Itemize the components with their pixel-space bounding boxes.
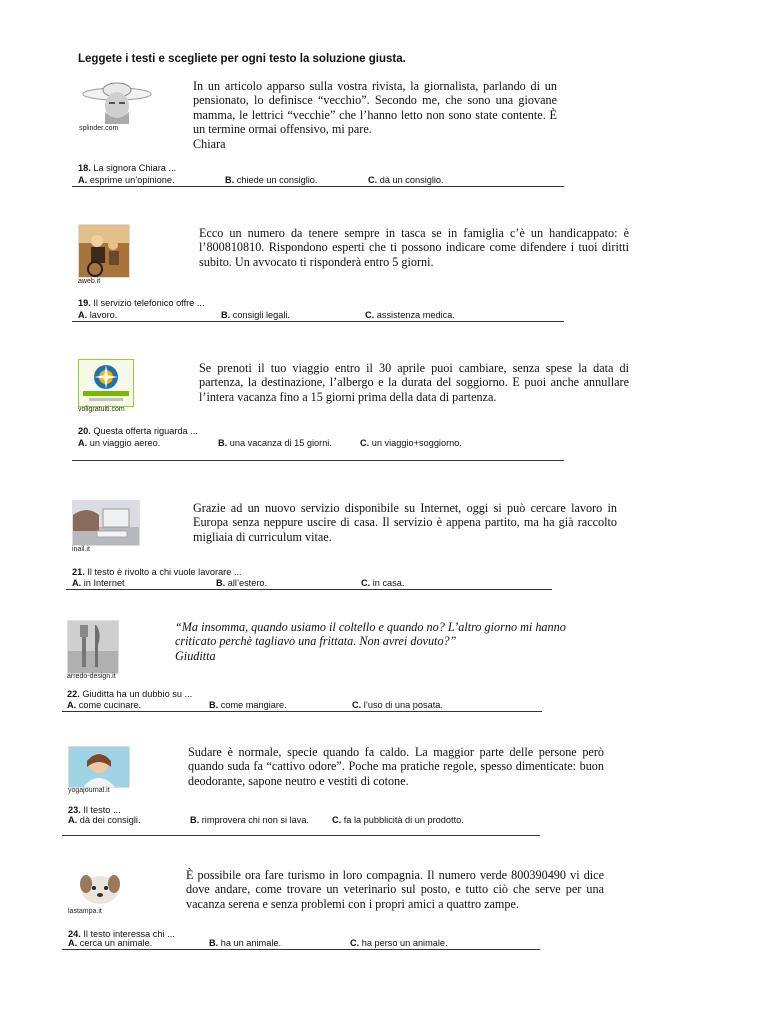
question-text: Il servizio telefonico offre ... (93, 298, 205, 308)
reading-text (188, 745, 604, 788)
option-letter: B. (190, 815, 200, 825)
photo-computer-desk (72, 500, 140, 546)
source-label: lastampa.it (68, 908, 102, 915)
option-text: un viaggio aereo. (89, 438, 161, 448)
text-body: Grazie ad un nuovo servizio disponibile su Internet, oggi si può cercare lavoro in Europa senza neppure uscire di casa. Il servizio è appena partito, ma ha già raccolto migliaia di curriculum vitae. (193, 501, 617, 544)
option-text: ha un animale. (220, 938, 282, 948)
option-letter: B. (209, 700, 219, 710)
option-b[interactable] (190, 815, 326, 826)
signature: Chiara (193, 136, 226, 151)
question-text: Giuditta ha un dubbio su ... (82, 689, 193, 699)
option-b[interactable] (225, 175, 317, 186)
question (72, 567, 242, 577)
option-letter: C. (350, 938, 360, 948)
photo-dog (68, 868, 132, 906)
option-a[interactable] (68, 815, 141, 826)
reading-text (186, 868, 604, 911)
option-text: l’uso di una posata. (363, 700, 443, 710)
option-text: come mangiare. (220, 700, 287, 710)
option-a[interactable] (72, 578, 125, 589)
travel-logo (78, 359, 134, 407)
reading-text (193, 79, 557, 151)
option-text: fa la pubblicità di un prodotto. (343, 815, 464, 825)
option-b[interactable] (209, 938, 281, 949)
option-letter: A. (68, 938, 78, 948)
text-body: In un articolo apparso sulla vostra rivista, la giornalista, parlando di un pensionato, lo definisce “vecchio”. Secondo me, che sono una giovane mamma, le lettrici “vecchie” che l’hanno letto non sono state contente. È un termine ormai offensivo, mi pare. (193, 79, 557, 137)
option-text: dà dei consigli. (79, 815, 141, 825)
text-body: Ecco un numero da tenere sempre in tasca se in famiglia c’è un handicappato: è l’800810810. Rispondono esperti che ti possono indicare come difendere i tuoi diritti subito. Un avvocato ti risponderà entro 5 giorni. (199, 226, 629, 269)
photo-elderly-man (79, 82, 154, 124)
option-letter: A. (67, 700, 77, 710)
option-b[interactable] (218, 438, 353, 449)
question-number: 23. (68, 805, 81, 815)
option-text: in casa. (372, 578, 405, 588)
option-letter: C. (352, 700, 362, 710)
option-letter: B. (218, 438, 228, 448)
option-text: come cucinare. (78, 700, 142, 710)
option-c[interactable] (332, 815, 464, 826)
option-letter: B. (225, 175, 235, 185)
option-letter: A. (68, 815, 78, 825)
option-letter: A. (78, 438, 88, 448)
reading-text (199, 226, 629, 269)
option-text: esprime un’opinione. (89, 175, 175, 185)
option-c[interactable] (368, 175, 444, 186)
option-letter: B. (216, 578, 226, 588)
question (78, 163, 176, 173)
divider (72, 186, 564, 187)
text-body: È possibile ora fare turismo in loro compagnia. Il numero verde 800390490 vi dice dove andare, come trovare un veterinario sul posto, e tutto ciò che serve per una vacanza serena e senza problemi con i propri amici a quattro zampe. (186, 868, 604, 911)
reading-text (199, 361, 629, 404)
option-b[interactable] (221, 310, 290, 321)
option-a[interactable] (78, 310, 117, 321)
question (78, 426, 198, 436)
signature: Giuditta (175, 648, 216, 663)
option-a[interactable] (67, 700, 141, 711)
text-body: “Ma insomma, quando usiamo il coltello e quando no? L’altro giorno mi hanno criticato perchè tagliavo una frittata. Non avrei dovuto?” (175, 620, 566, 649)
option-letter: C. (365, 310, 375, 320)
option-b[interactable] (216, 578, 267, 589)
option-text: cerca un animale. (79, 938, 153, 948)
option-letter: C. (368, 175, 378, 185)
option-text: una vacanza di 15 giorni. (229, 438, 332, 448)
option-text: dà un consiglio. (379, 175, 444, 185)
source-label: inail.it (72, 546, 90, 553)
source-label: arredo-design.it (67, 673, 116, 680)
question-number: 19. (78, 298, 91, 308)
option-b[interactable] (209, 700, 287, 711)
source-label: splinder.com (79, 125, 119, 132)
question-number: 24. (68, 929, 81, 939)
instructions-heading: Leggete i testi e scegliete per ogni testo la soluzione giusta. (78, 53, 406, 65)
divider (66, 589, 552, 590)
photo-woman (68, 746, 130, 788)
option-text: in Internet (83, 578, 125, 588)
option-c[interactable] (361, 578, 404, 589)
option-text: all’estero. (227, 578, 268, 588)
question-text: Questa offerta riguarda ... (93, 426, 198, 436)
option-c[interactable] (352, 700, 443, 711)
source-label: yogajournal.it (68, 787, 110, 794)
option-letter: A. (78, 175, 88, 185)
option-c[interactable] (360, 438, 462, 449)
reading-text (175, 620, 591, 663)
question-number: 20. (78, 426, 91, 436)
question (68, 805, 121, 815)
option-text: lavoro. (89, 310, 118, 320)
question (78, 298, 205, 308)
divider (62, 711, 542, 712)
option-c[interactable] (350, 938, 448, 949)
option-letter: A. (78, 310, 88, 320)
option-a[interactable] (78, 438, 160, 449)
reading-text (193, 501, 617, 544)
option-c[interactable] (365, 310, 455, 321)
option-a[interactable] (78, 175, 175, 186)
option-text: rimprovera chi non si lava. (201, 815, 309, 825)
question-text: Il testo ... (83, 805, 121, 815)
text-body: Sudare è normale, specie quando fa caldo. La maggior parte delle persone però quando suda fa “cattivo odore”. Poche ma pratiche regole, spesso dimenticate: buon deodorante, sapone neutro e vestiti di cotone. (188, 745, 604, 788)
text-body: Se prenoti il tuo viaggio entro il 30 aprile puoi cambiare, senza spese la data di partenza, la destinazione, l’albergo e la durata del soggiorno. E puoi anche annullare l’intera vacanza fino a 15 giorni prima della data di partenza. (199, 361, 629, 404)
question-number: 18. (78, 163, 91, 173)
question-text: Il testo è rivolto a chi vuole lavorare ... (87, 567, 242, 577)
option-a[interactable] (68, 938, 152, 949)
option-text: un viaggio+soggiorno. (371, 438, 462, 448)
source-label: aweb.it (78, 278, 101, 285)
photo-cutlery (67, 620, 119, 674)
divider (72, 321, 564, 322)
option-letter: C. (360, 438, 370, 448)
question-number: 21. (72, 567, 85, 577)
option-letter: C. (361, 578, 371, 588)
option-letter: C. (332, 815, 342, 825)
option-text: consigli legali. (232, 310, 290, 320)
option-text: chiede un consiglio. (236, 175, 318, 185)
question-text: La signora Chiara ... (93, 163, 177, 173)
question-text: Il testo interessa chi ... (83, 929, 175, 939)
source-label: voligratuiti.com (78, 406, 125, 413)
option-letter: A. (72, 578, 82, 588)
option-letter: B. (209, 938, 219, 948)
option-text: assistenza medica. (376, 310, 455, 320)
photo-wheelchair (78, 224, 130, 278)
divider (62, 835, 540, 836)
divider (72, 460, 564, 461)
divider (62, 949, 540, 950)
question (67, 689, 192, 699)
option-text: ha perso un animale. (361, 938, 448, 948)
question-number: 22. (67, 689, 80, 699)
option-letter: B. (221, 310, 231, 320)
